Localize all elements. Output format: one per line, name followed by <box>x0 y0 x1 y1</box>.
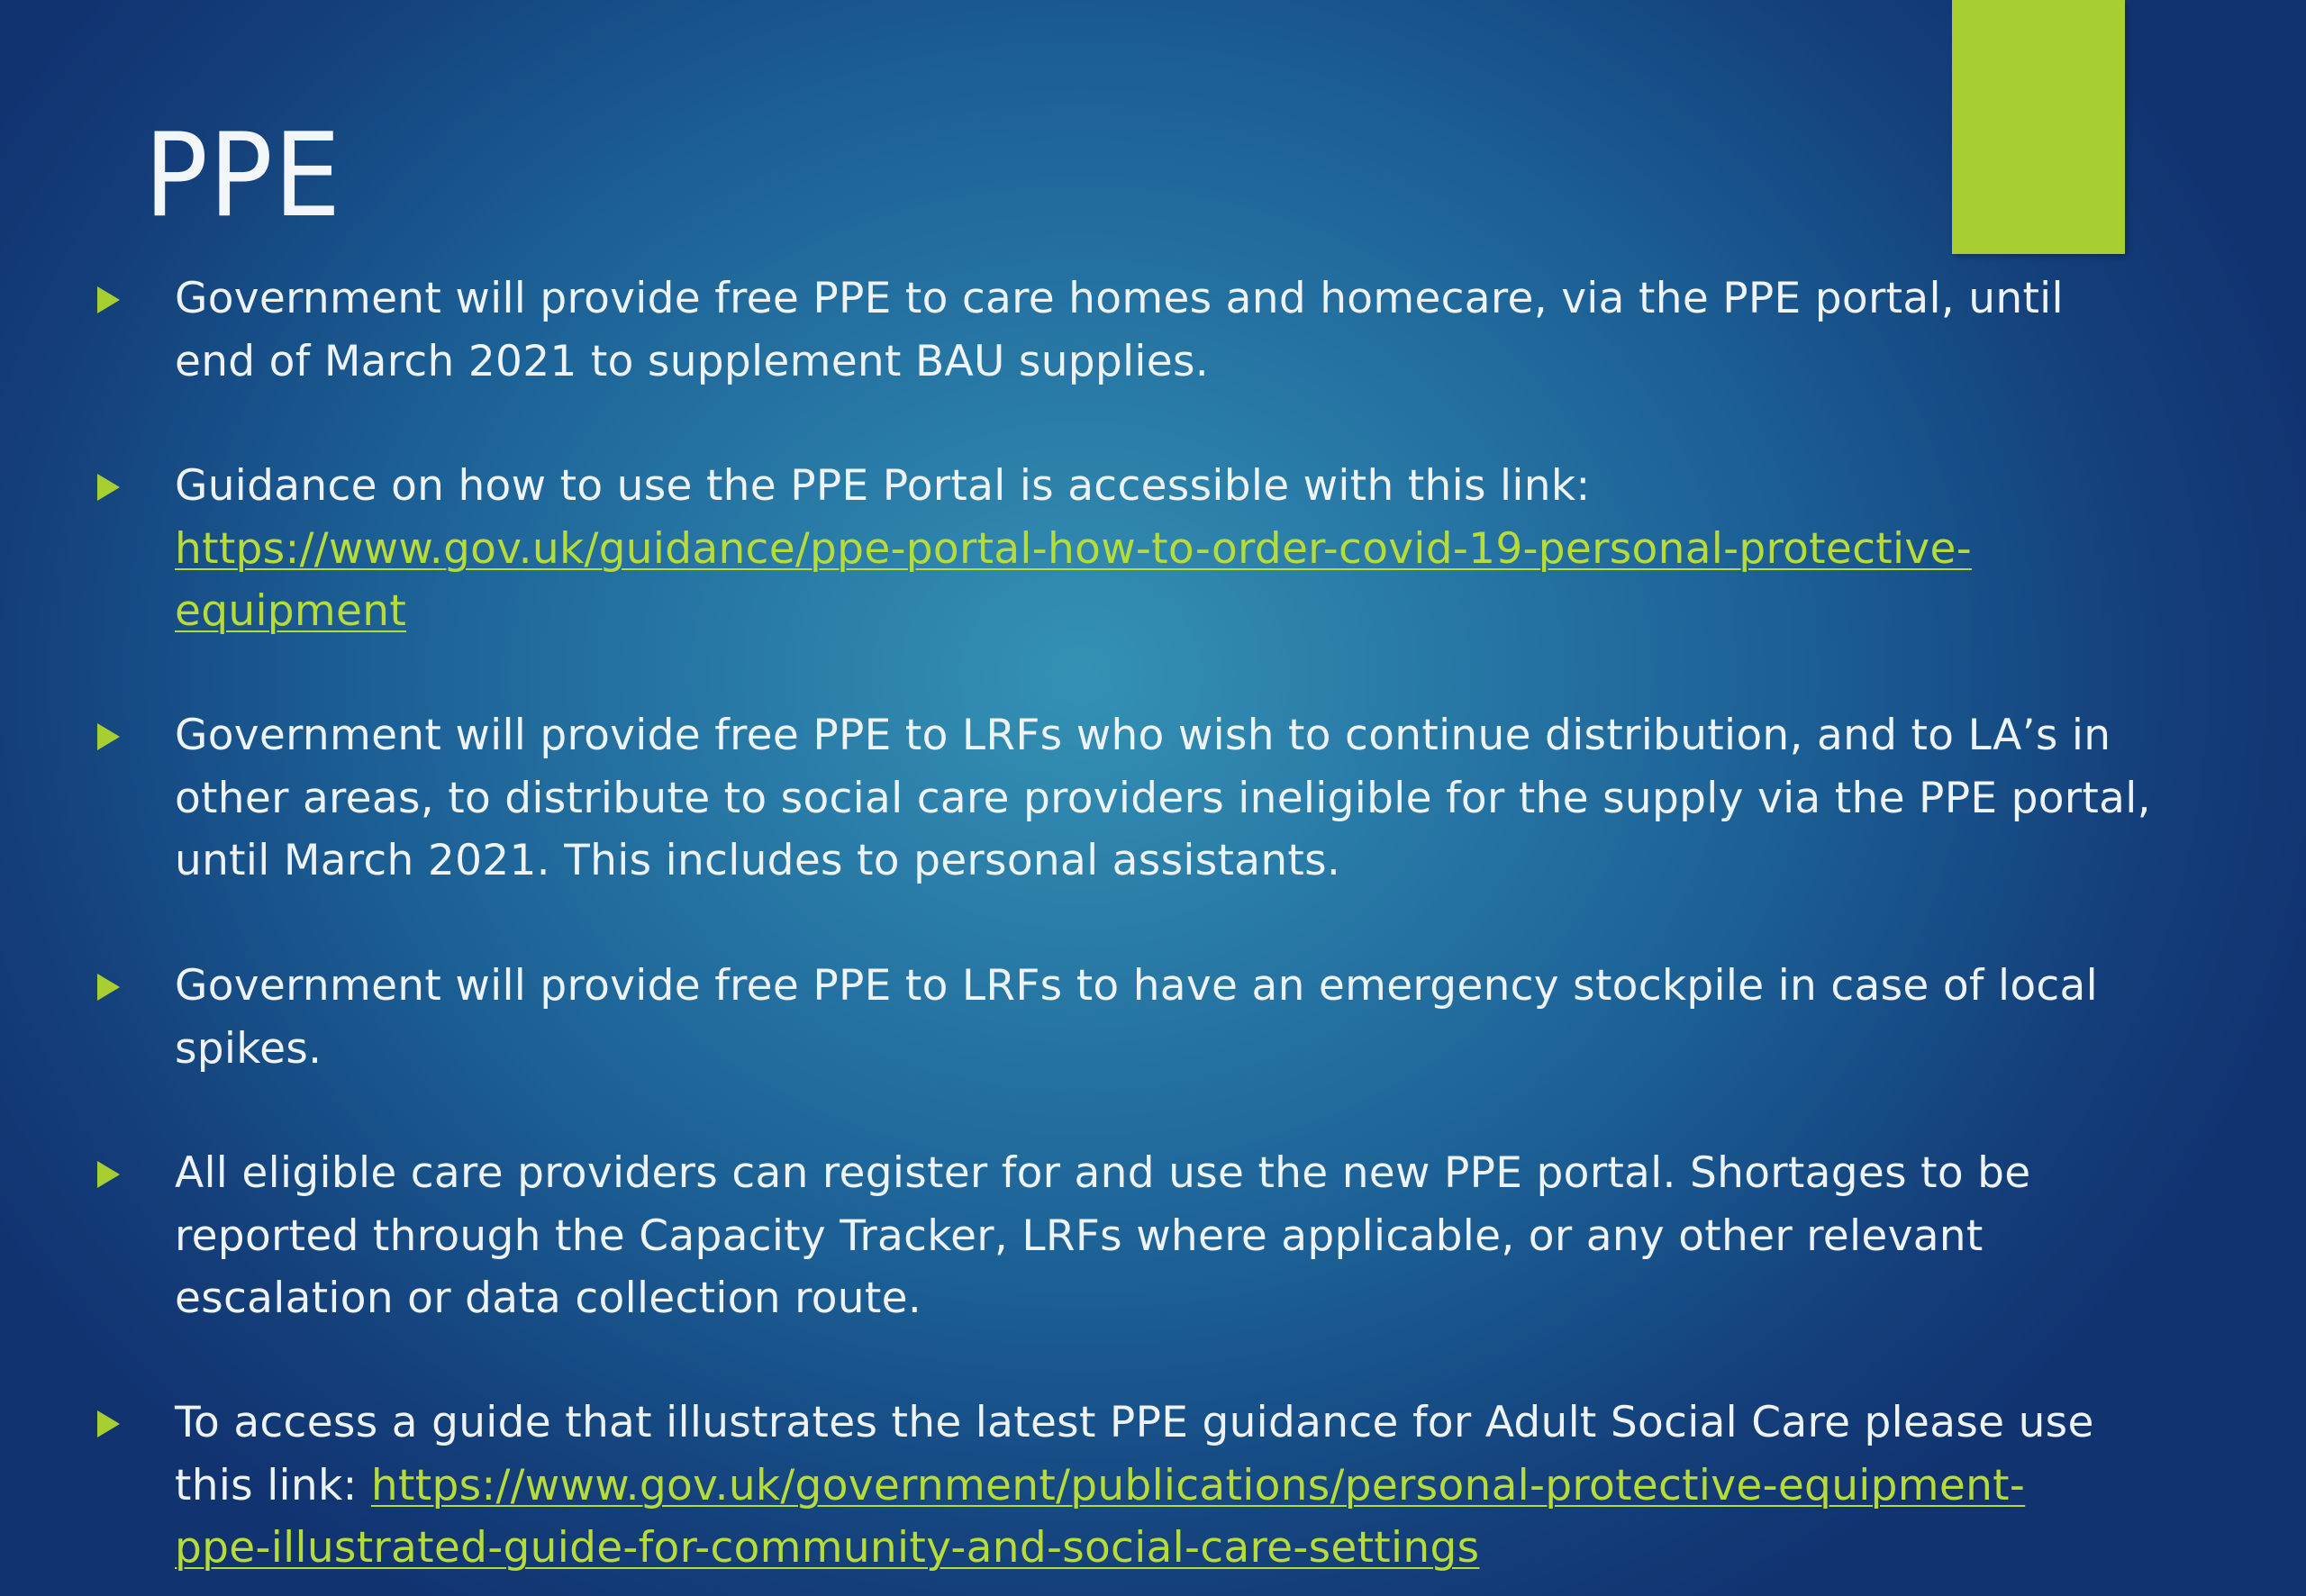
accent-bar <box>1952 0 2125 254</box>
bullet-text: other areas, to distribute to social care providers ineligible for the supply via the PPE portal, <box>175 773 2151 823</box>
bullet-text: Guidance on how to use the PPE Portal is accessible with this link: <box>175 461 1591 511</box>
ppe-portal-guidance-link[interactable] <box>175 524 1972 637</box>
bullet-item <box>175 268 2283 393</box>
triangle-right-icon <box>97 1410 120 1437</box>
bullet-text: All eligible care providers can register for and use the new PPE portal. Shortages to be <box>175 1148 2031 1198</box>
triangle-right-icon <box>97 1161 120 1188</box>
link-text[interactable]: https://www.gov.uk/guidance/ppe-portal-how-to-order-covid-19-personal-protective- <box>175 523 1972 574</box>
bullet-item <box>175 955 2283 1080</box>
bullet-text: Government will provide free PPE to LRFs who wish to continue distribution, and to LA’s in <box>175 711 2111 760</box>
bullet-text: Government will provide free PPE to care homes and homecare, via the PPE portal, until <box>175 274 2064 323</box>
triangle-right-icon <box>97 286 120 313</box>
bullet-text: reported through the Capacity Tracker, LRFs where applicable, or any other relevant <box>175 1211 1984 1261</box>
bullet-text: To access a guide that illustrates the latest PPE guidance for Adult Social Care please use <box>175 1398 2094 1447</box>
triangle-right-icon <box>97 723 120 750</box>
link-text[interactable]: equipment <box>175 586 407 636</box>
bullet-item <box>175 455 2283 643</box>
triangle-right-icon <box>97 974 120 1001</box>
bullet-text: end of March 2021 to supplement BAU supplies. <box>175 336 1210 386</box>
ppe-illustrated-guide-link[interactable] <box>175 1461 2025 1573</box>
bullet-text: until March 2021. This includes to personal assistants. <box>175 836 1341 885</box>
link-text[interactable]: https://www.gov.uk/government/publications/personal-protective-equipment- <box>370 1460 2026 1510</box>
slide-title: PPE <box>144 109 342 243</box>
link-text[interactable]: ppe-illustrated-guide-for-community-and-social-care-settings <box>175 1523 1480 1573</box>
bullet-text: escalation or data collection route. <box>175 1274 922 1323</box>
triangle-right-icon <box>97 474 120 501</box>
bullet-text: Government will provide free PPE to LRFs to have an emergency stockpile in case of local <box>175 961 2099 1011</box>
bullet-text: this link: <box>175 1460 371 1510</box>
bullet-item <box>175 1142 2283 1330</box>
bullet-text: spikes. <box>175 1023 322 1074</box>
bullet-item <box>175 1392 2283 1580</box>
bullet-item <box>175 704 2283 893</box>
